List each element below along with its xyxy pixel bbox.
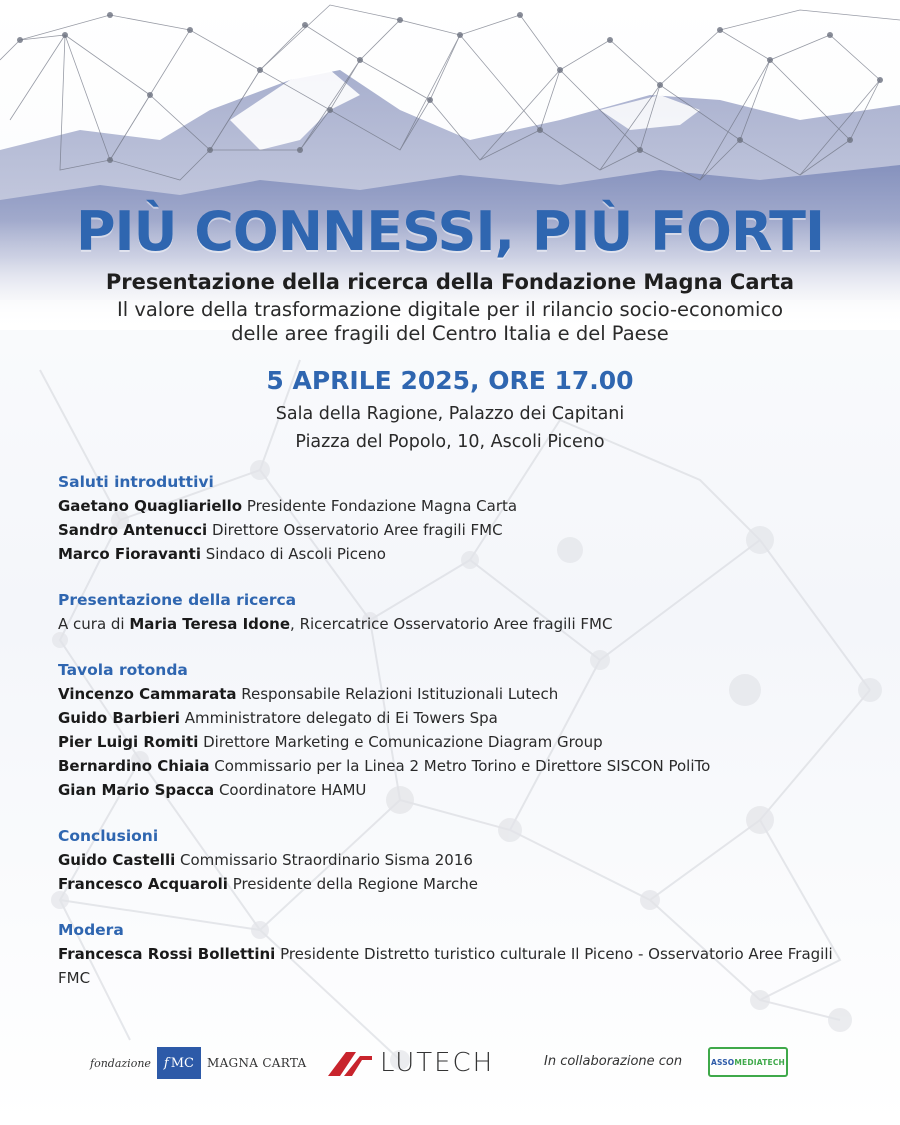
- fmc-logo-box: [157, 1047, 201, 1079]
- speaker-name: Francesca Rossi Bollettini: [58, 945, 276, 963]
- lutech-logo-text: LUTECH: [380, 1048, 495, 1078]
- speaker-line: [58, 730, 858, 754]
- description-line-1: Il valore della trasformazione digitale per il rilancio socio-economico: [116, 298, 784, 321]
- speaker-line: [58, 872, 858, 896]
- lutech-mark-icon: [326, 1048, 374, 1078]
- speaker-role: Presidente Distretto turistico culturale Il Piceno - Osservatorio Aree Fragili FMC: [58, 945, 833, 987]
- fmc-logo-mc: MC: [170, 1055, 194, 1071]
- fmc-logo-f: f: [163, 1055, 169, 1071]
- event-date: 5 APRILE 2025, ORE 17.00: [266, 366, 634, 395]
- assomediatech-logo-b: MEDIATECH: [734, 1057, 786, 1067]
- fmc-logo-name: MAGNA CARTA: [207, 1056, 307, 1070]
- section-tavola-rotonda: [58, 658, 858, 802]
- speaker-role: Coordinatore HAMU: [214, 781, 367, 799]
- section-title: Tavola rotonda: [58, 661, 188, 679]
- speaker-role: Presidente della Regione Marche: [227, 875, 478, 893]
- speaker-name: Pier Luigi Romiti: [58, 733, 199, 751]
- speaker-line: [58, 848, 858, 872]
- speaker-name: Guido Castelli: [58, 851, 176, 869]
- venue-line-1: Sala della Ragione, Palazzo dei Capitani: [275, 404, 625, 424]
- speaker-role: , Ricercatrice Osservatorio Aree fragili FMC: [290, 615, 613, 633]
- assomediatech-logo: [708, 1047, 788, 1077]
- section-title: Presentazione della ricerca: [58, 591, 297, 609]
- section-modera: [58, 918, 858, 990]
- speaker-name: Vincenzo Cammarata: [58, 685, 237, 703]
- speaker-name: Bernardino Chiaia: [58, 757, 210, 775]
- speaker-role: Direttore Osservatorio Aree fragili FMC: [207, 521, 503, 539]
- speaker-role: Responsabile Relazioni Istituzionali Lutech: [236, 685, 559, 703]
- speaker-line: [58, 612, 858, 636]
- speaker-name: Gian Mario Spacca: [58, 781, 215, 799]
- fmc-logo-prefix: fondazione: [90, 1056, 151, 1070]
- event-description: [50, 298, 850, 346]
- speaker-line: [58, 778, 858, 802]
- section-saluti: [58, 470, 858, 566]
- description-line-2: delle aree fragili del Centro Italia e del Paese: [231, 322, 669, 345]
- section-presentazione: [58, 588, 858, 636]
- program: [58, 470, 858, 1012]
- partner-logos: [0, 1040, 900, 1090]
- speaker-role: Commissario per la Linea 2 Metro Torino e Direttore SISCON PoliTo: [209, 757, 711, 775]
- speaker-line: [58, 518, 858, 542]
- event-venue: [0, 400, 900, 456]
- speaker-line: [58, 706, 858, 730]
- speaker-name: Francesco Acquaroli: [58, 875, 228, 893]
- speaker-role: Commissario Straordinario Sisma 2016: [175, 851, 473, 869]
- speaker-name: Gaetano Quagliariello: [58, 497, 243, 515]
- assomediatech-logo-text: [711, 1058, 785, 1067]
- lutech-logo: [326, 1046, 494, 1080]
- speaker-line: [58, 682, 858, 706]
- speaker-role: Presidente Fondazione Magna Carta: [242, 497, 518, 515]
- speaker-name: Maria Teresa Idone: [129, 615, 291, 633]
- assomediatech-logo-a: ASSO: [710, 1057, 735, 1067]
- section-title: Saluti introduttivi: [58, 473, 214, 491]
- section-title: Conclusioni: [58, 827, 159, 845]
- fmc-logo: [90, 1046, 307, 1080]
- event-subtitle: Presentazione della ricerca della Fondazione Magna Carta: [105, 270, 795, 294]
- speaker-role: Sindaco di Ascoli Piceno: [200, 545, 386, 563]
- collaboration-label: In collaborazione con: [544, 1054, 683, 1069]
- speaker-prefix: A cura di: [58, 615, 130, 633]
- speaker-line: [58, 942, 848, 990]
- speaker-name: Sandro Antenucci: [58, 521, 208, 539]
- event-title: PIÙ CONNESSI, PIÙ FORTI: [75, 200, 825, 263]
- venue-line-2: Piazza del Popolo, 10, Ascoli Piceno: [295, 432, 605, 452]
- speaker-role: Direttore Marketing e Comunicazione Diagram Group: [198, 733, 603, 751]
- speaker-role: Amministratore delegato di Ei Towers Spa: [179, 709, 498, 727]
- speaker-line: [58, 494, 858, 518]
- section-title: Modera: [58, 921, 124, 939]
- section-conclusioni: [58, 824, 858, 896]
- speaker-line: [58, 542, 858, 566]
- speaker-name: Marco Fioravanti: [58, 545, 201, 563]
- speaker-line: [58, 754, 858, 778]
- speaker-name: Guido Barbieri: [58, 709, 180, 727]
